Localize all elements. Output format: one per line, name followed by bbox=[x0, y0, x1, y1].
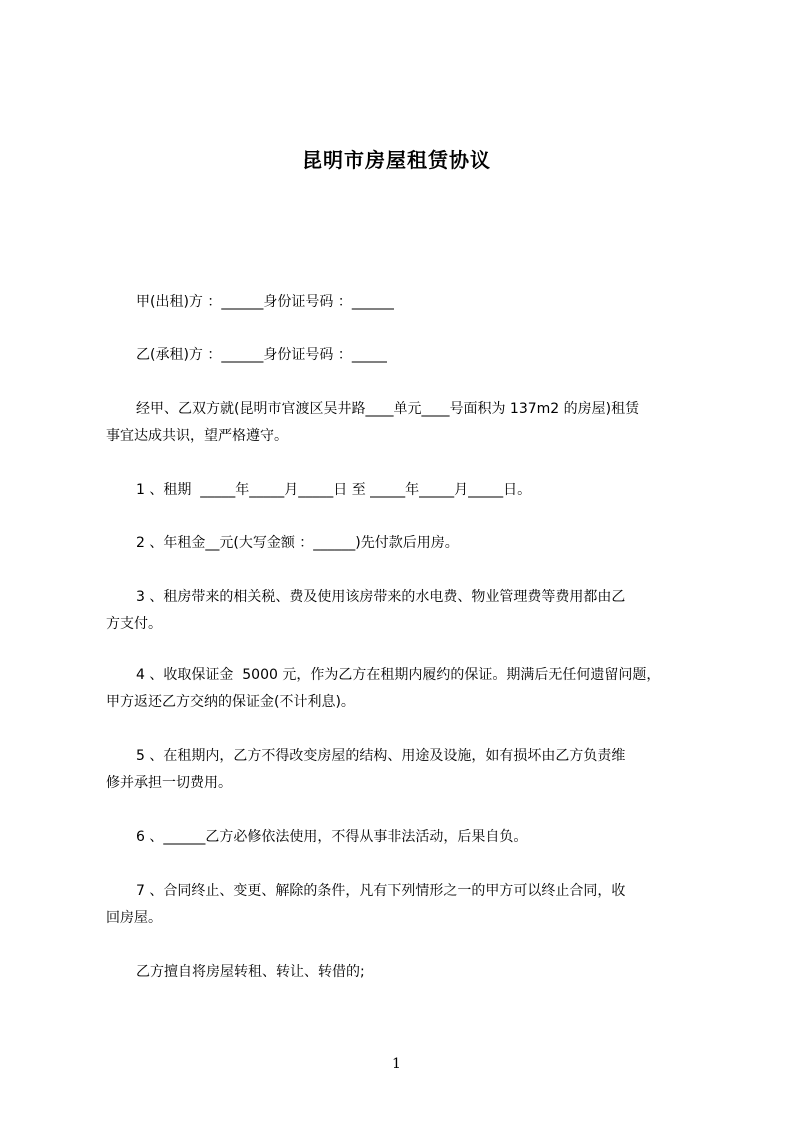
clause-4-line-1: 4 、收取保证金 5000 元，作为乙方在租期内履约的保证。期满后无任何遗留问题， bbox=[136, 667, 661, 683]
clause-1: 1 、租期 _____年_____月_____日 至 _____年_____月_____日。 bbox=[136, 482, 532, 498]
clause-3-line-2: 方支付。 bbox=[106, 616, 162, 632]
clause-2: 2 、年租金__元(大写金额 ：______)先付款后用房。 bbox=[136, 535, 459, 551]
intro-line-1: 经甲、乙双方就(昆明市官渡区吴井路____单元____号面积为 137m2 的房屋)租赁 bbox=[136, 401, 640, 417]
clause-5-line-2: 修并承担一切费用。 bbox=[106, 775, 232, 791]
clause-7-line-2: 回房屋。 bbox=[106, 910, 162, 926]
clause-5-line-1: 5 、在租期内，乙方不得改变房屋的结构、用途及设施，如有损坏由乙方负责维 bbox=[136, 748, 626, 764]
sub-item: 乙方擅自将房屋转租、转让、转借的; bbox=[136, 964, 365, 980]
page-number: 1 bbox=[392, 1056, 401, 1072]
party-b-line: 乙(承租)方 ：______身份证号码 ：_____ bbox=[136, 347, 387, 363]
party-a-line: 甲(出租)方 ：______身份证号码 ：______ bbox=[136, 294, 394, 310]
clause-6: 6 、______乙方必修依法使用，不得从事非法活动，后果自负。 bbox=[136, 829, 528, 845]
document-title: 昆明市房屋租赁协议 bbox=[302, 148, 491, 172]
clause-3-line-1: 3 、租房带来的相关税、费及使用该房带来的水电费、物业管理费等费用都由乙 bbox=[136, 589, 626, 605]
intro-line-2: 事宜达成共识，望严格遵守。 bbox=[106, 428, 288, 444]
clause-7-line-1: 7 、合同终止、变更、解除的条件，凡有下列情形之一的甲方可以终止合同，收 bbox=[136, 883, 626, 899]
clause-4-line-2: 甲方返还乙方交纳的保证金(不计利息)。 bbox=[106, 694, 355, 710]
